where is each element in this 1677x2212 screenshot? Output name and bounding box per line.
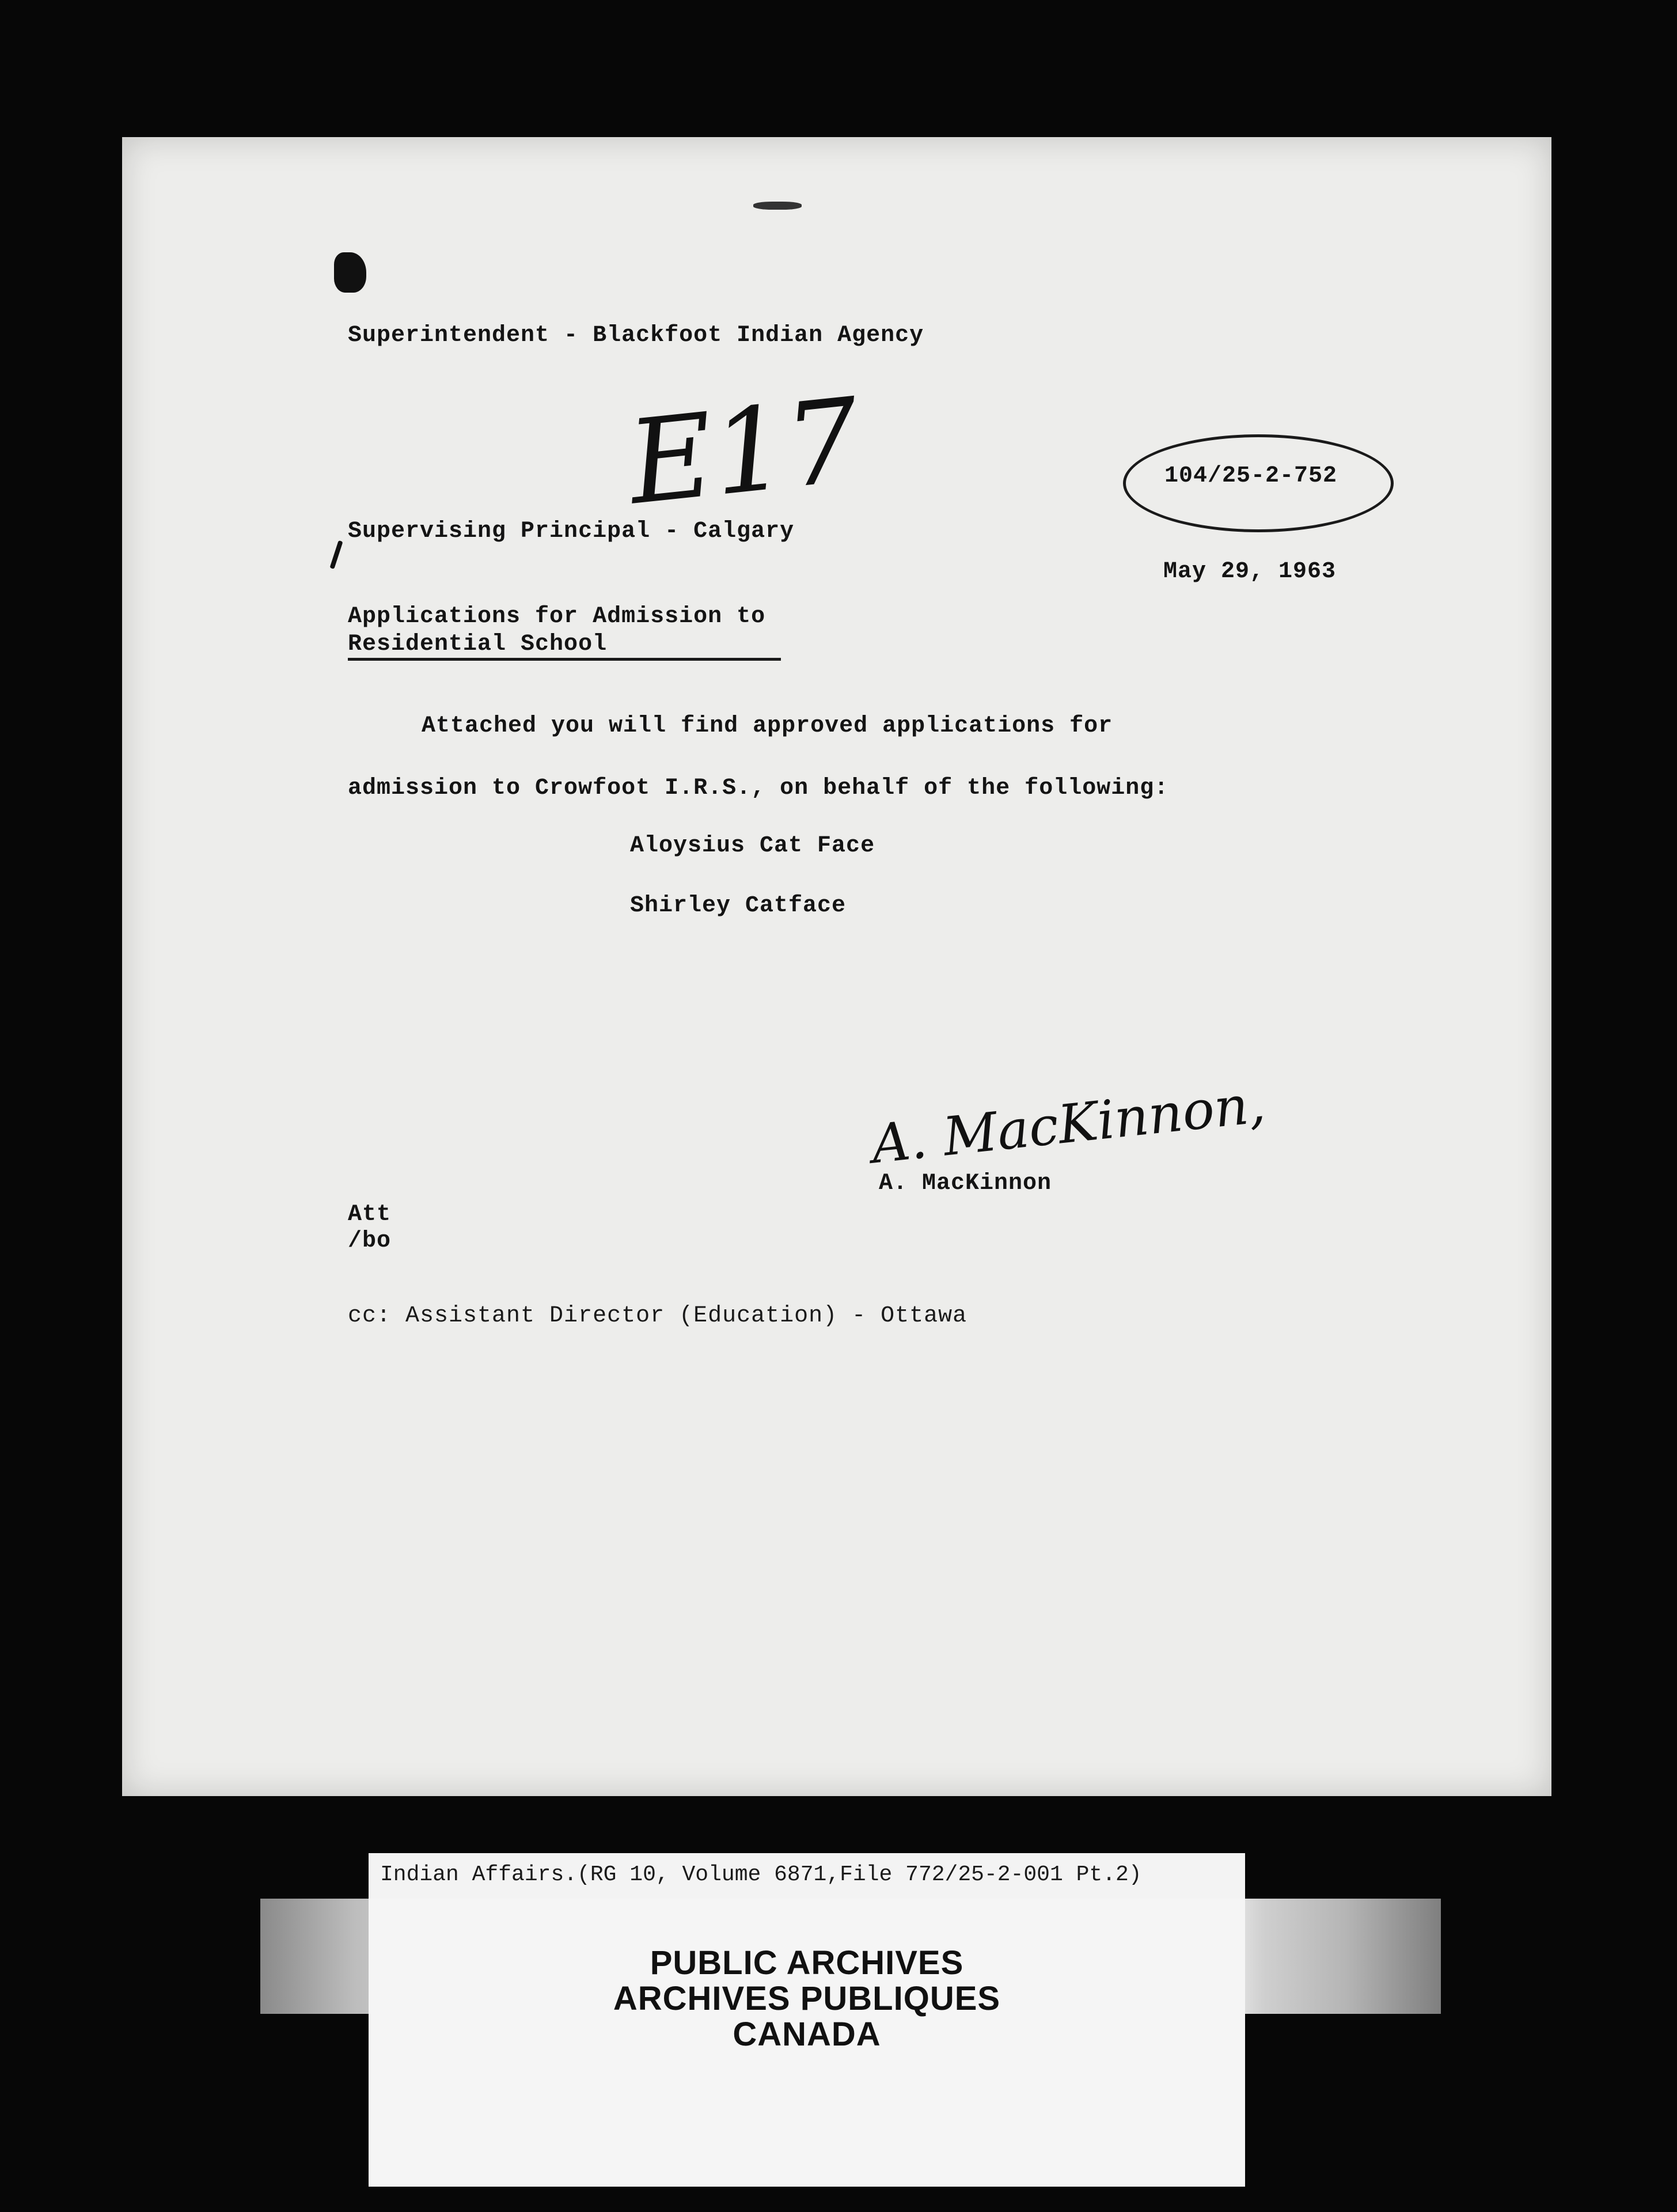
cc-line: cc: Assistant Director (Education) - Ottawa bbox=[348, 1303, 967, 1329]
stamp-public-archives: PUBLIC ARCHIVES bbox=[650, 1944, 964, 1982]
typed-signature: A. MacKinnon bbox=[879, 1171, 1052, 1196]
margin-tick bbox=[329, 540, 343, 569]
typist-initials: /bo bbox=[348, 1228, 392, 1254]
applicant-name-1: Aloysius Cat Face bbox=[630, 833, 875, 859]
subject-line-2: Residential School bbox=[348, 631, 608, 657]
stamp-canada: CANADA bbox=[733, 2016, 881, 2053]
enclosure-note: Att bbox=[348, 1202, 392, 1228]
ink-blot bbox=[334, 252, 366, 293]
body-line-2: admission to Crowfoot I.R.S., on behalf of the following: bbox=[348, 775, 1169, 801]
letter-date: May 29, 1963 bbox=[1163, 559, 1337, 585]
file-number: 104/25-2-752 bbox=[1164, 463, 1338, 489]
top-smudge bbox=[753, 202, 802, 210]
sender-line: Supervising Principal - Calgary bbox=[348, 518, 795, 544]
subject-underline bbox=[348, 658, 781, 661]
handwritten-signature: A. MacKinnon, bbox=[868, 1073, 1268, 1176]
archive-reference-label bbox=[369, 1853, 1245, 1904]
applicant-name-2: Shirley Catface bbox=[630, 893, 847, 919]
letter-sheet bbox=[122, 137, 1551, 1796]
archive-reference: Indian Affairs.(RG 10, Volume 6871,File 772/25-2-001 Pt.2) bbox=[380, 1862, 1142, 1887]
body-line-1: Attached you will find approved applications for bbox=[422, 713, 1113, 739]
archive-stamp-card bbox=[369, 1899, 1245, 2187]
subject-line-1: Applications for Admission to bbox=[348, 604, 766, 630]
stamp-archives-publiques: ARCHIVES PUBLIQUES bbox=[613, 1980, 1001, 2017]
recipient-line: Superintendent - Blackfoot Indian Agency bbox=[348, 323, 924, 349]
handwritten-file-mark: E17 bbox=[622, 373, 866, 531]
